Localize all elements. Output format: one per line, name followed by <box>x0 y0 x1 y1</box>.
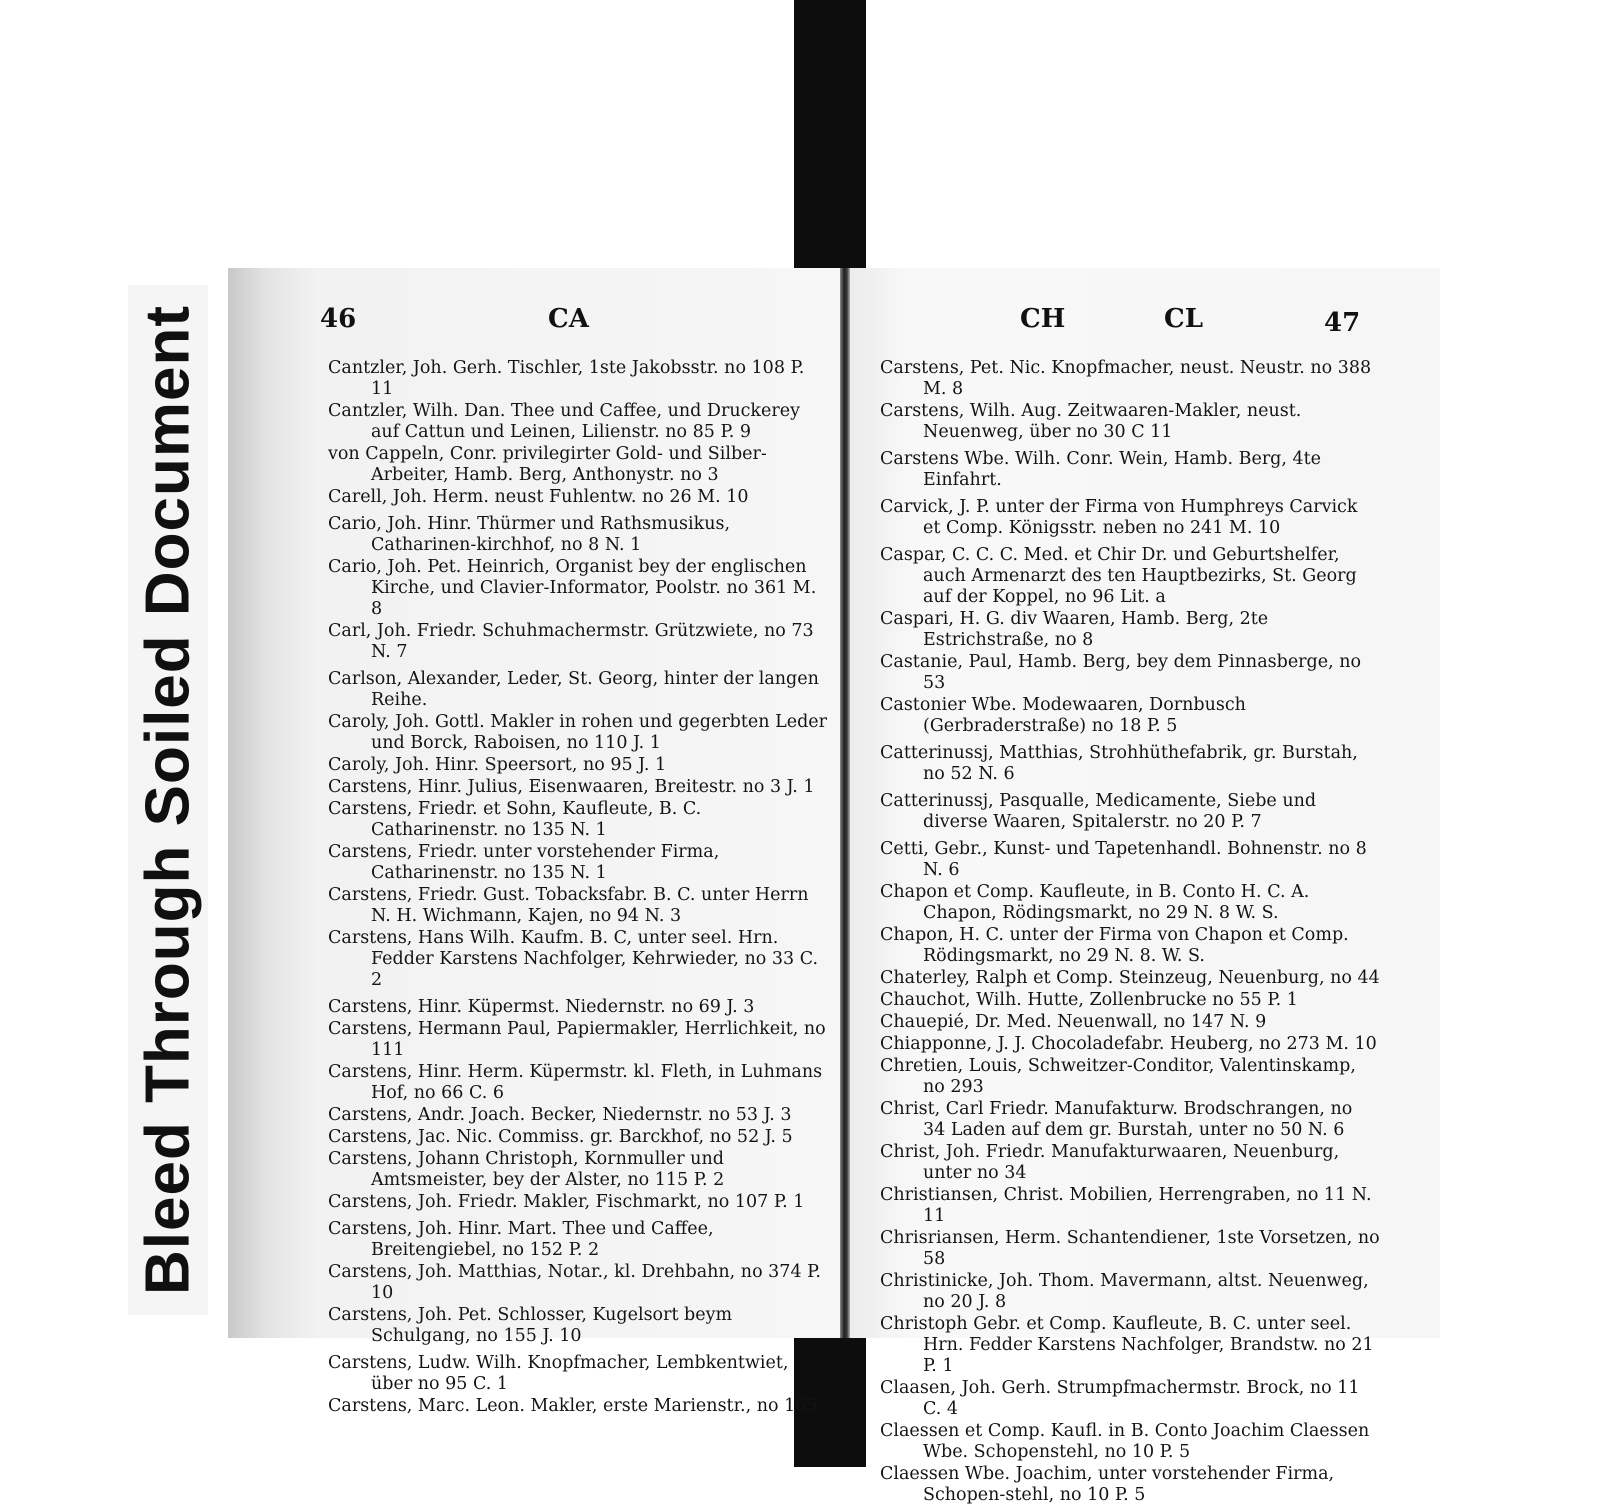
directory-entry: Caroly, Joh. Gottl. Makler in rohen und gegerbten Leder und Borck, Raboisen, no 110 J. 1 <box>328 712 828 753</box>
directory-entry: Christinicke, Joh. Thom. Mavermann, altst. Neuenweg, no 20 J. 8 <box>880 1271 1369 1312</box>
directory-entry: Carstens, Jac. Nic. Commiss. gr. Barckhof, no 52 J. 5 <box>328 1127 793 1147</box>
directory-entry: Christiansen, Christ. Mobilien, Herrengraben, no 11 N. 11 <box>880 1185 1372 1226</box>
directory-entry: Claasen, Joh. Gerh. Strumpfmachermstr. Brock, no 11 C. 4 <box>880 1378 1360 1419</box>
directory-entry: Carstens, Hermann Paul, Papiermakler, Herrlichkeit, no 111 <box>328 1019 826 1060</box>
right-page-header-left: CH <box>1020 304 1066 334</box>
directory-entry: Carstens, Pet. Nic. Knopfmacher, neust. Neustr. no 388 M. 8 <box>880 358 1372 399</box>
directory-entry: Carstens, Hinr. Julius, Eisenwaaren, Breitestr. no 3 J. 1 <box>328 777 815 797</box>
directory-entry: Caspari, H. G. div Waaren, Hamb. Berg, 2te Estrichstraße, no 8 <box>880 609 1269 650</box>
directory-entry: Carstens Wbe. Wilh. Conr. Wein, Hamb. Berg, 4te Einfahrt. <box>880 449 1322 490</box>
directory-entry: Cario, Joh. Hinr. Thürmer und Rathsmusikus, Catharinen-kirchhof, no 8 N. 1 <box>328 514 731 555</box>
right-entry-list <box>880 358 1380 1507</box>
directory-entry: Carstens, Friedr. Gust. Tobacksfabr. B. C. unter Herrn N. H. Wichmann, Kajen, no 94 N. 3 <box>328 885 809 926</box>
book-gutter <box>840 268 850 1338</box>
directory-entry: Cantzler, Wilh. Dan. Thee und Caffee, und Druckerey auf Cattun und Leinen, Lilienstr. no 85 P. 9 <box>328 401 800 442</box>
directory-entry: Chrisriansen, Herm. Schantendiener, 1ste Vorsetzen, no 58 <box>880 1228 1380 1269</box>
left-page-number: 46 <box>320 304 357 334</box>
directory-entry: Carstens, Johann Christoph, Kornmuller und Amtsmeister, bey der Alster, no 115 P. 2 <box>328 1149 725 1190</box>
directory-entry: Chauchot, Wilh. Hutte, Zollenbrucke no 55 P. 1 <box>880 990 1298 1010</box>
directory-entry: Carl, Joh. Friedr. Schuhmachermstr. Grützwiete, no 73 N. 7 <box>328 621 814 662</box>
directory-entry: Carstens, Hans Wilh. Kaufm. B. C, unter seel. Hrn. Fedder Karstens Nachfolger, Kehrwieder, no 33 C. 2 <box>328 928 819 990</box>
directory-entry: Carstens, Joh. Friedr. Makler, Fischmarkt, no 107 P. 1 <box>328 1192 805 1212</box>
directory-entry: Carstens, Friedr. et Sohn, Kaufleute, B. C. Catharinenstr. no 135 N. 1 <box>328 799 702 840</box>
directory-entry: Castonier Wbe. Modewaaren, Dornbusch (Gerbraderstraße) no 18 P. 5 <box>880 695 1246 736</box>
side-label-text: Bleed Through Soiled Document <box>133 304 203 1296</box>
directory-entry: Claessen Wbe. Joachim, unter vorstehender Firma, Schopen-stehl, no 10 P. 5 <box>880 1464 1335 1505</box>
directory-entry: Carstens, Hinr. Herm. Küpermstr. kl. Fleth, in Luhmans Hof, no 66 C. 6 <box>328 1062 823 1103</box>
left-entry-list <box>328 358 828 1418</box>
directory-entry: Christ, Joh. Friedr. Manufakturwaaren, Neuenburg, unter no 34 <box>880 1142 1340 1183</box>
right-page-number: 47 <box>1324 308 1361 338</box>
directory-entry: Catterinussj, Matthias, Strohhüthefabrik, gr. Burstah, no 52 N. 6 <box>880 743 1358 784</box>
directory-entry: Caspar, C. C. C. Med. et Chir Dr. und Geburtshelfer, auch Armenarzt des ten Hauptbezirks, St. Georg auf der Koppel, no 96 Lit. a <box>880 545 1357 607</box>
directory-entry: Caroly, Joh. Hinr. Speersort, no 95 J. 1 <box>328 755 667 775</box>
side-label-panel <box>128 285 208 1315</box>
directory-entry: Christoph Gebr. et Comp. Kaufleute, B. C. unter seel. Hrn. Fedder Karstens Nachfolger, Brandstw. no 21 P. 1 <box>880 1314 1374 1376</box>
directory-entry: Carell, Joh. Herm. neust Fuhlentw. no 26 M. 10 <box>328 487 749 507</box>
directory-entry: von Cappeln, Conr. privilegirter Gold- und Silber-Arbeiter, Hamb. Berg, Anthonystr. no 3 <box>328 444 767 485</box>
directory-entry: Claessen et Comp. Kaufl. in B. Conto Joachim Claessen Wbe. Schopenstehl, no 10 P. 5 <box>880 1421 1370 1462</box>
directory-entry: Catterinussj, Pasqualle, Medicamente, Siebe und diverse Waaren, Spitalerstr. no 20 P. 7 <box>880 791 1317 832</box>
left-page <box>228 268 845 1416</box>
left-page-header: CA <box>548 304 589 334</box>
directory-entry: Carstens, Joh. Pet. Schlosser, Kugelsort beym Schulgang, no 155 J. 10 <box>328 1305 733 1346</box>
directory-entry: Carlson, Alexander, Leder, St. Georg, hinter der langen Reihe. <box>328 669 819 710</box>
directory-entry: Cantzler, Joh. Gerh. Tischler, 1ste Jakobsstr. no 108 P. 11 <box>328 358 805 399</box>
directory-entry: Carstens, Ludw. Wilh. Knopfmacher, Lembkentwiet, über no 95 C. 1 <box>328 1353 789 1394</box>
directory-entry: Carstens, Wilh. Aug. Zeitwaaren-Makler, neust. Neuenweg, über no 30 C 11 <box>880 401 1302 442</box>
directory-entry: Cetti, Gebr., Kunst- und Tapetenhandl. Bohnenstr. no 8 N. 6 <box>880 839 1367 880</box>
directory-entry: Carstens, Andr. Joach. Becker, Niedernstr. no 53 J. 3 <box>328 1105 792 1125</box>
directory-entry: Chretien, Louis, Schweitzer-Conditor, Valentinskamp, no 293 <box>880 1056 1356 1097</box>
top-spine-bar <box>794 0 866 272</box>
directory-entry: Carstens, Joh. Hinr. Mart. Thee und Caffee, Breitengiebel, no 152 P. 2 <box>328 1219 714 1260</box>
book-spread <box>228 268 1440 1505</box>
directory-entry: Carstens, Friedr. unter vorstehender Firma, Catharinenstr. no 135 N. 1 <box>328 842 720 883</box>
directory-entry: Chiapponne, J. J. Chocoladefabr. Heuberg, no 273 M. 10 <box>880 1034 1377 1054</box>
directory-entry: Carstens, Joh. Matthias, Notar., kl. Drehbahn, no 374 P. 10 <box>328 1262 821 1303</box>
directory-entry: Christ, Carl Friedr. Manufakturw. Brodschrangen, no 34 Laden auf dem gr. Burstah, unter no 50 N. 6 <box>880 1099 1353 1140</box>
directory-entry: Carstens, Marc. Leon. Makler, erste Marienstr., no 165 <box>328 1396 818 1416</box>
right-page <box>850 268 1440 1505</box>
directory-entry: Castanie, Paul, Hamb. Berg, bey dem Pinnasberge, no 53 <box>880 652 1362 693</box>
directory-entry: Chapon et Comp. Kaufleute, in B. Conto H. C. A. Chapon, Rödingsmarkt, no 29 N. 8 W. S. <box>880 882 1310 923</box>
directory-entry: Cario, Joh. Pet. Heinrich, Organist bey der englischen Kirche, und Clavier-Informator, Poolstr. no 361 M. 8 <box>328 557 817 619</box>
right-page-header-right: CL <box>1164 304 1203 334</box>
directory-entry: Carvick, J. P. unter der Firma von Humphreys Carvick et Comp. Königsstr. neben no 241 M. 10 <box>880 497 1358 538</box>
directory-entry: Carstens, Hinr. Küpermst. Niedernstr. no 69 J. 3 <box>328 997 755 1017</box>
directory-entry: Chauepié, Dr. Med. Neuenwall, no 147 N. 9 <box>880 1012 1267 1032</box>
directory-entry: Chapon, H. C. unter der Firma von Chapon et Comp. Rödingsmarkt, no 29 N. 8. W. S. <box>880 925 1349 966</box>
directory-entry: Chaterley, Ralph et Comp. Steinzeug, Neuenburg, no 44 <box>880 968 1380 988</box>
